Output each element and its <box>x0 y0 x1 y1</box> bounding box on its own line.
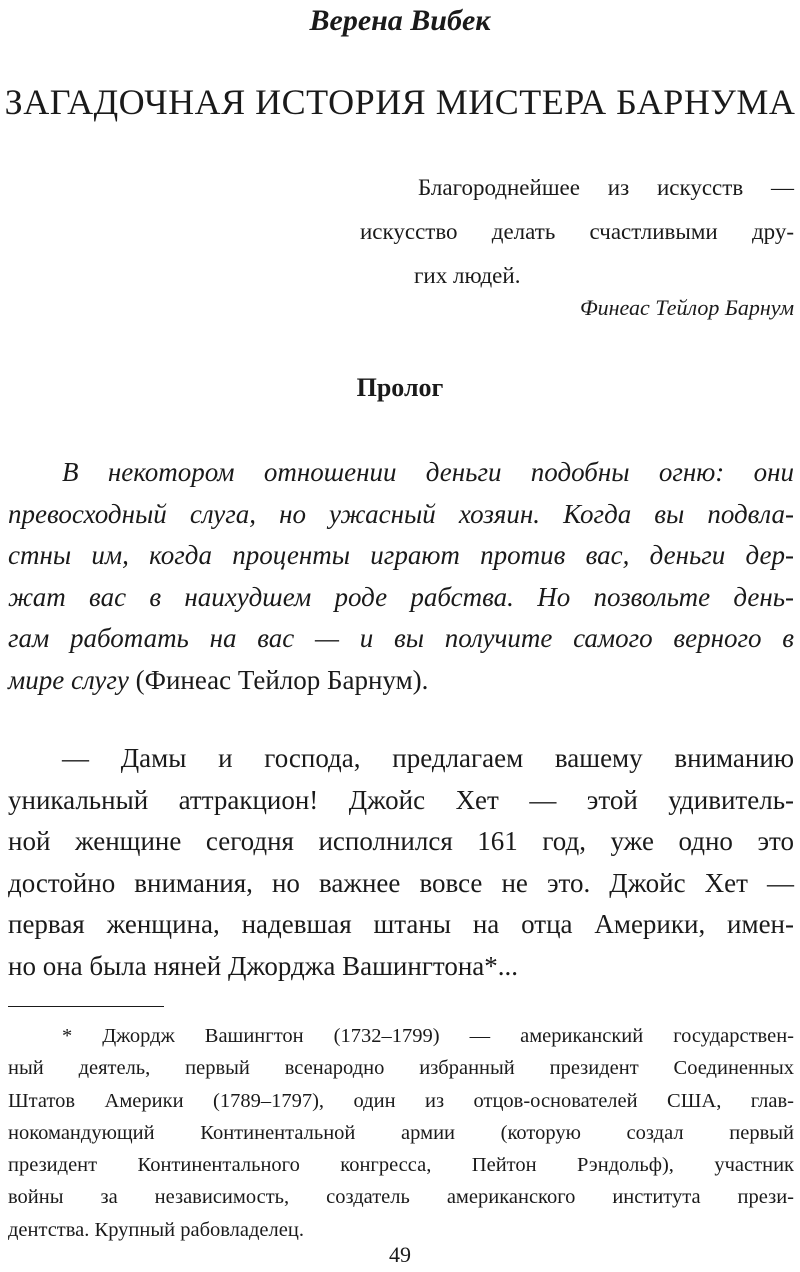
section-heading: Пролог <box>356 373 444 402</box>
footnote-line: ный деятель, первый всенародно избранный президент Соединенных <box>8 1057 794 1080</box>
italic-text: гам работать на вас — и вы получите самого верного в <box>8 623 794 653</box>
epigraph-line: искусство делать счастливыми дру- <box>360 219 794 244</box>
italic-text: В некотором отношении деньги подобны огню: они <box>62 457 794 487</box>
paragraph-line <box>8 452 794 494</box>
paragraph-quote <box>8 452 794 701</box>
footnote-line: Штатов Америки (1789–1797), один из отцов-основателей США, глав- <box>8 1089 794 1112</box>
paragraph-line <box>8 494 794 536</box>
paragraph-line: первая женщина, надевшая штаны на отца Америки, имен- <box>8 909 794 939</box>
paragraph-line <box>8 618 794 660</box>
italic-text: превосходный слуга, но ужасный хозяин. Когда вы подвла- <box>8 498 794 529</box>
italic-text: мире слугу <box>8 664 129 695</box>
paragraph-line: уникальный аттракцион! Джойс Хет — этой удивитель- <box>8 784 794 815</box>
epigraph <box>360 166 794 298</box>
footnote-separator <box>8 1006 164 1007</box>
footnote-line: войны за независимость, создатель американского института прези- <box>8 1186 794 1209</box>
paragraph-line <box>8 660 794 702</box>
epigraph-line: Благороднейшее из искусств — <box>418 175 794 200</box>
author-name: Верена Вибек <box>309 4 491 37</box>
footnote-line: * Джордж Вашингтон (1732–1799) — американский государствен- <box>62 1025 794 1047</box>
epigraph-source: Финеас Тейлор Барнум <box>579 295 794 320</box>
italic-text: стны им, когда проценты играют против вас, деньги дер- <box>8 540 794 570</box>
paragraph-line: — Дамы и господа, предлагаем вашему вниманию <box>62 743 794 773</box>
page-number: 49 <box>389 1242 411 1267</box>
paragraph-line: но она была няней Джорджа Вашингтона*... <box>8 950 519 981</box>
paragraph-line <box>8 535 794 577</box>
italic-text: жат вас в наихудшем роде рабства. Но позвольте день- <box>8 581 794 612</box>
epigraph-line: гих людей. <box>414 263 521 288</box>
paragraph-body <box>8 738 794 987</box>
attribution-text: (Финеас Тейлор Барнум). <box>128 664 429 695</box>
footnote <box>8 1020 794 1246</box>
paragraph-line <box>8 577 794 619</box>
paragraph-line: ной женщине сегодня исполнился 161 год, уже одно это <box>8 826 794 856</box>
footnote-line: нокомандующий Континентальной армии (которую создал первый <box>8 1121 794 1144</box>
chapter-title: ЗАГАДОЧНАЯ ИСТОРИЯ МИСТЕРА БАРНУМА <box>4 82 796 122</box>
footnote-line: дентства. Крупный рабовладелец. <box>8 1218 304 1241</box>
footnote-line: президент Континентального конгресса, Пейтон Рэндольф), участник <box>8 1154 794 1177</box>
paragraph-line: достойно внимания, но важнее вовсе не это. Джойс Хет — <box>8 867 794 898</box>
